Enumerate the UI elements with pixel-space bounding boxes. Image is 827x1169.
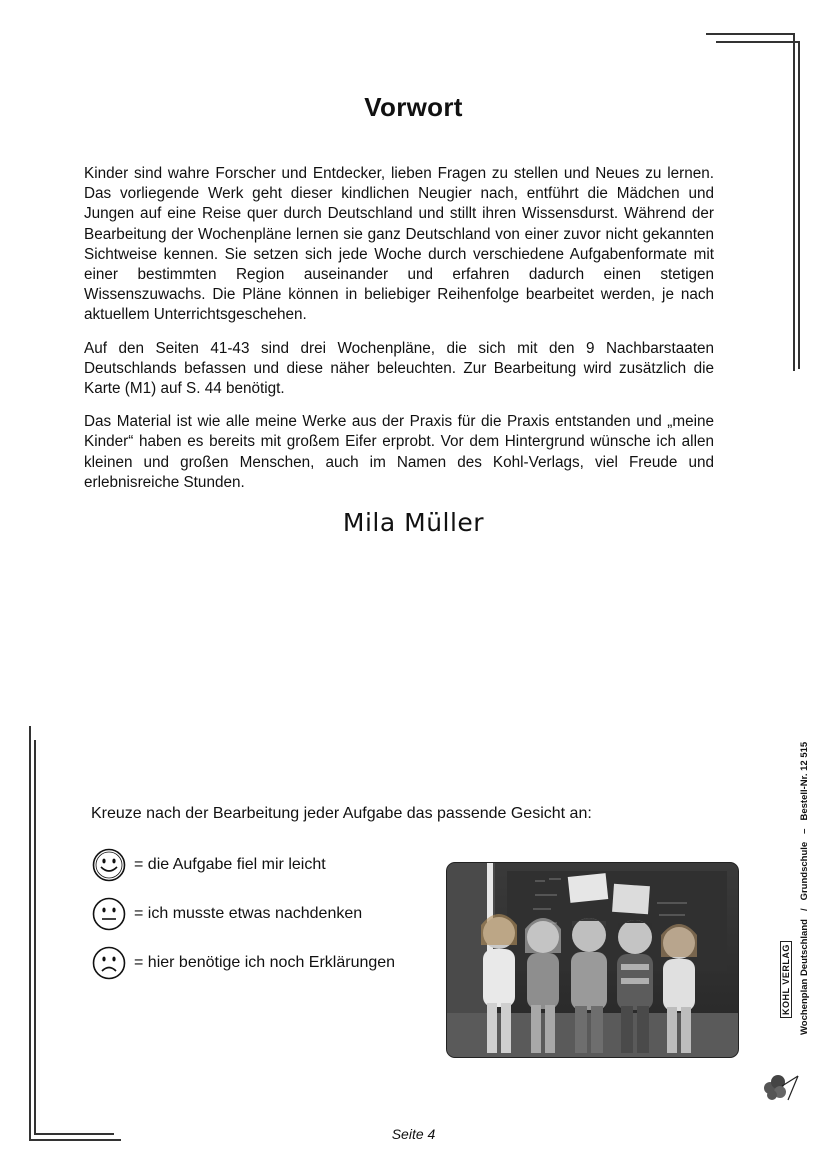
author-signature: Mila Müller xyxy=(342,508,485,537)
legend-item-medium xyxy=(92,896,362,932)
legend-label: = ich musste etwas nachdenken xyxy=(134,905,363,922)
paragraph: Auf den Seiten 41-43 sind drei Wochenpläne, die sich mit den 9 Nachbarstaaten Deutschlands befassen und diese näher beleuchten. Zur Bearbeitung wird zusätzlich die Karte (M1) auf S. 44 benötigt. xyxy=(84,339,714,398)
frame-line xyxy=(34,740,36,1133)
tree-logo-icon xyxy=(762,1072,800,1102)
paragraph: Das Material ist wie alle meine Werke aus der Praxis für die Praxis entstanden und „meine Kinder“ haben es bereits mit großem Eifer erprobt. Vor dem Hintergrund wünsche ich allen kleinen und großen Menschen, auch im Namen des Kohl-Verlags, viel Freude und erlebnisreiche Stunden. xyxy=(84,413,714,491)
publisher-logo: KOHL VERLAG xyxy=(780,941,792,1018)
frame-line xyxy=(706,33,793,35)
paragraph: Kinder sind wahre Forscher und Entdecker, lieben Fragen zu stellen und Neues zu lernen. Das vorliegende Werk geht dieser kindlichen Neugier nach, entführt die Mädchen und Jungen auf eine Reise quer durch Deutschland und stillt ihren Wissensdurst. Während der Bearbeitung der Wochenpläne lernen sie ganz Deutschland von einer zuvor nicht gekannten Sichtweise kennen. Sie setzen sich jede Woche durch verschiedene Aufgabenformate mit einer bestimmten Region auseinander und erfahren dadurch einen stetigen Wissenszuwachs. Die Pläne können in beliebiger Reihenfolge bearbeitet werden, je nach aktuellem Unterrichtsgeschehen. xyxy=(84,165,714,324)
product-info-vertical xyxy=(799,705,810,1035)
school-level: Grundschule xyxy=(799,841,810,901)
legend-item-hard xyxy=(92,945,395,981)
product-name: Wochenplan Deutschland xyxy=(799,919,810,1035)
frame-line xyxy=(798,41,800,369)
frame-line xyxy=(793,33,795,371)
separator: / xyxy=(799,908,810,912)
legend-item-easy xyxy=(92,847,326,883)
sad-face-icon xyxy=(92,946,126,980)
legend-label: = hier benötige ich noch Erklärungen xyxy=(134,954,396,971)
page-number: Seite 4 xyxy=(391,1126,436,1142)
page-title: Vorwort xyxy=(364,92,463,122)
happy-face-icon xyxy=(92,848,126,882)
frame-line xyxy=(29,726,31,1139)
legend-label: = die Aufgabe fiel mir leicht xyxy=(134,856,326,873)
order-number: Bestell-Nr. 12 515 xyxy=(799,741,810,821)
separator: – xyxy=(799,828,810,834)
instruction-text: Kreuze nach der Bearbeitung jeder Aufgabe das passende Gesicht an: xyxy=(91,805,592,822)
preface-text xyxy=(84,164,714,506)
children-photo xyxy=(446,862,739,1058)
frame-line xyxy=(716,41,798,43)
neutral-face-icon xyxy=(92,897,126,931)
